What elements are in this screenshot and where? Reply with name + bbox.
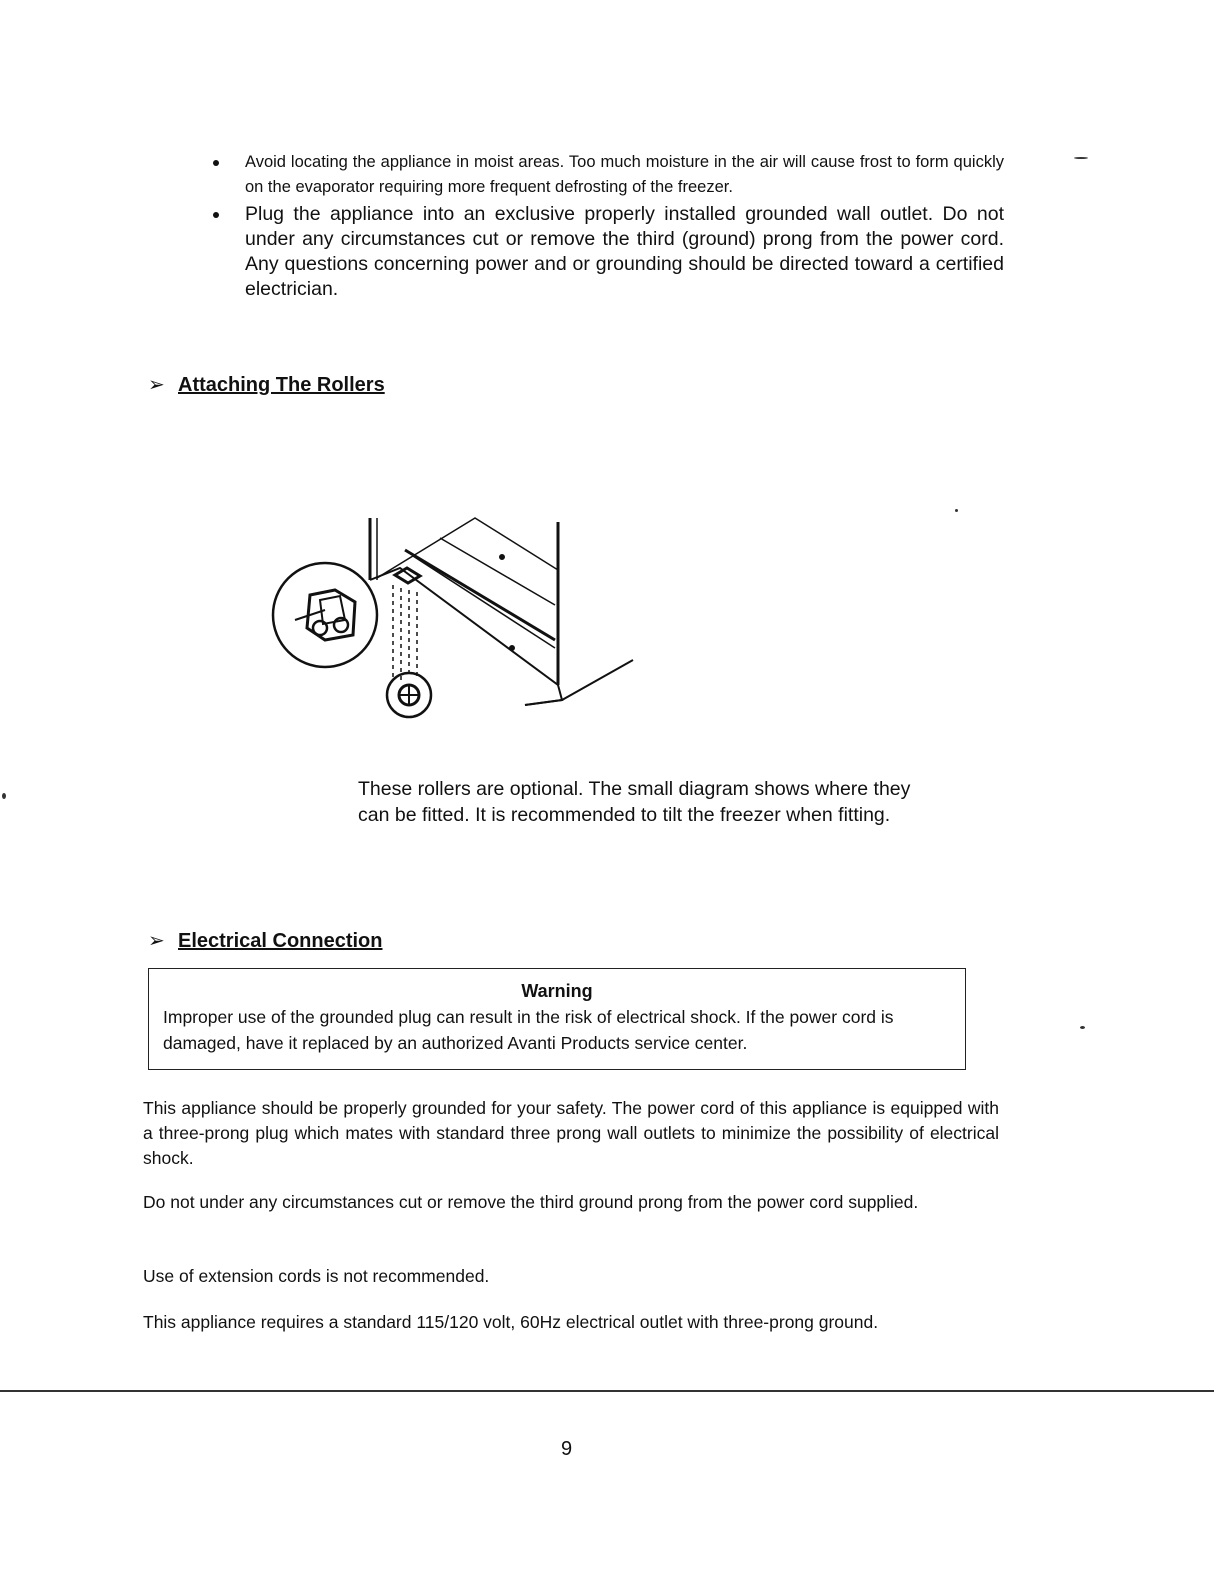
diagram-magnified-roller bbox=[273, 563, 377, 667]
bullet-grounded-outlet: Plug the appliance into an exclusive properly installed grounded wall outlet. Do not under any circumstances cut or remove the third (ground) prong from the power cord. Any questions concerning power and or grounding should be directed toward a certified electrician. bbox=[208, 202, 1004, 302]
paragraph-extension-cords: Use of extension cords is not recommended. bbox=[143, 1266, 490, 1286]
footer-divider bbox=[0, 1390, 1214, 1392]
warning-text: Improper use of the grounded plug can result in the risk of electrical shock. If the power cord is damaged, have it replaced by an authorized Avanti Products service center. bbox=[163, 1007, 894, 1053]
electrical-title: Electrical Connection bbox=[178, 930, 383, 952]
precaution-list bbox=[208, 150, 1004, 302]
rollers-caption: These rollers are optional. The small diagram shows where they can be fitted. It is recommended to tilt the freezer when fitting. bbox=[358, 778, 911, 826]
paragraph-prong: Do not under any circumstances cut or remove the third ground prong from the power cord supplied. bbox=[143, 1192, 919, 1212]
paragraph-outlet-spec: This appliance requires a standard 115/120 volt, 60Hz electrical outlet with three-prong ground. bbox=[143, 1312, 879, 1332]
page-number: 9 bbox=[561, 1438, 573, 1460]
roller-diagram bbox=[265, 510, 645, 730]
arrow-bullet-icon: ➢ bbox=[148, 930, 165, 952]
bullet-moisture: Avoid locating the appliance in moist areas. Too much moisture in the air will cause frost to form quickly on the evaporator requiring more frequent defrosting of the freezer. bbox=[208, 150, 1004, 200]
rollers-title: Attaching The Rollers bbox=[178, 374, 385, 396]
arrow-bullet-icon: ➢ bbox=[148, 374, 165, 396]
warning-title: Warning bbox=[521, 981, 593, 1001]
rollers-heading bbox=[148, 372, 385, 397]
electrical-heading bbox=[148, 928, 383, 953]
warning-box bbox=[148, 968, 966, 1070]
paragraph-grounding: This appliance should be properly grounded for your safety. The power cord of this appliance is equipped with a three-prong plug which mates with standard three prong wall outlets to minimize the possibility of electrical shock. bbox=[143, 1098, 999, 1168]
